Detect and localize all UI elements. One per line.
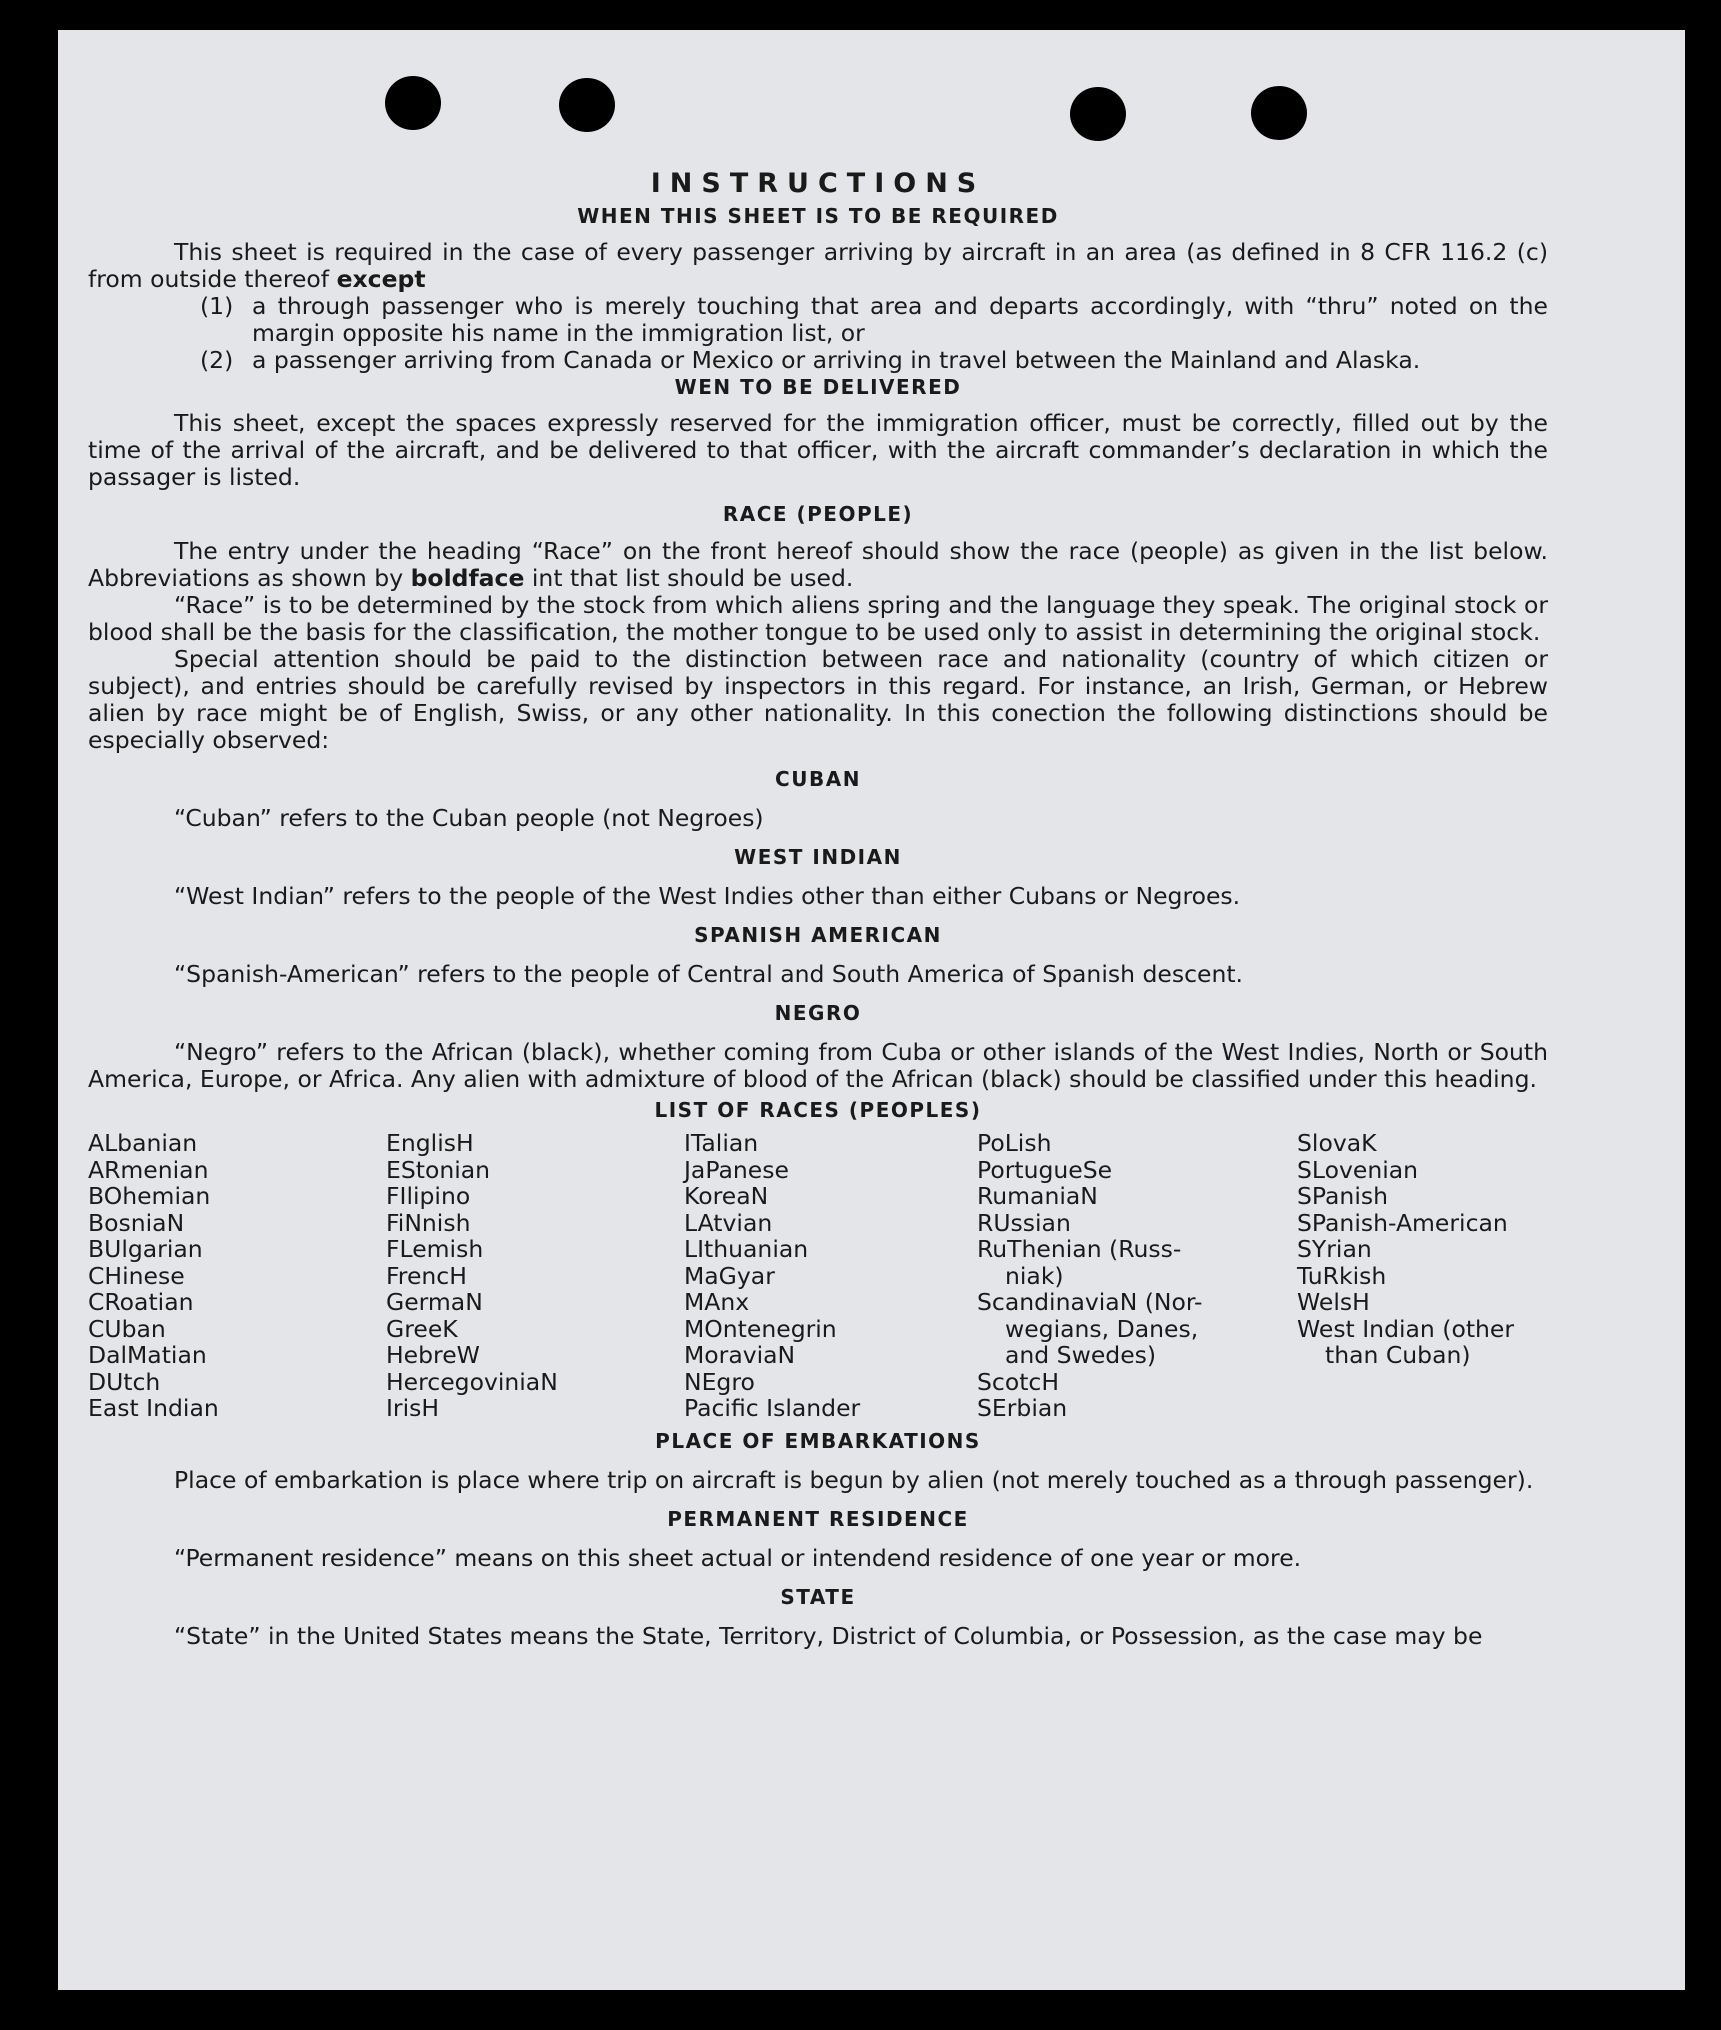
- race-entry: WelsH: [1297, 1288, 1370, 1316]
- race-p1-text-end: int that list should be used.: [531, 564, 854, 592]
- heading-embarkation: PLACE OF EMBARKATIONS: [655, 1428, 981, 1453]
- heading-race: RACE (PEOPLE): [722, 502, 914, 526]
- race-entry: SPanish-American: [1297, 1208, 1508, 1237]
- list-item-number: (1): [200, 292, 234, 320]
- race-entry: CHinese: [88, 1261, 185, 1290]
- heading-spanish-american: SPANISH AMERICAN: [694, 923, 942, 947]
- race-entry: Pacific Islander: [684, 1394, 861, 1422]
- race-entry: BOhemian: [88, 1182, 211, 1210]
- race-entry: MaGyar: [684, 1261, 775, 1290]
- races-table: [88, 1130, 1548, 1422]
- race-entry: HebreW: [386, 1341, 480, 1369]
- heading-state: STATE: [780, 1584, 856, 1609]
- race-entry: FiNnish: [386, 1208, 471, 1237]
- delivered-text: This sheet, except the spaces expressly reserved for the immigration officer, must be correctly, filled out by the time of the arrival of the aircraft, and be delivered to that officer, with the aircraft commander’s declaration in which the passager is listed.: [88, 409, 1548, 491]
- race-entry: and Swedes): [1005, 1341, 1157, 1369]
- race-entry: wegians, Danes,: [1005, 1314, 1199, 1343]
- punch-hole: [1070, 87, 1126, 141]
- race-entry: MAnx: [684, 1288, 750, 1316]
- exception-list: [200, 293, 1548, 374]
- race-entry: SErbian: [977, 1394, 1068, 1422]
- race-entry: EnglisH: [386, 1129, 474, 1157]
- race-entry: MOntenegrin: [684, 1314, 837, 1343]
- race-entry: EStonian: [386, 1155, 491, 1184]
- required-intro-bold: except: [336, 265, 426, 293]
- list-item: [200, 347, 1548, 374]
- race-entry: CUban: [88, 1314, 166, 1343]
- race-entry: West Indian (other: [1297, 1314, 1515, 1343]
- document-page: [58, 30, 1685, 1990]
- race-entry: SPanish: [1297, 1182, 1388, 1210]
- negro-text: “Negro” refers to the African (black), whether coming from Cuba or other islands of the West Indies, North or South America, Europe, or Africa. Any alien with admixture of blood of the African (black) should be classified under this heading.: [88, 1038, 1548, 1093]
- heading-delivered: WEN TO BE DELIVERED: [674, 375, 962, 399]
- race-entry: LIthuanian: [684, 1235, 809, 1263]
- race-entry: RumaniaN: [977, 1182, 1098, 1210]
- races-column: [684, 1130, 977, 1422]
- race-entry: RUssian: [977, 1208, 1071, 1237]
- race-entry: ALbanian: [88, 1129, 198, 1157]
- race-entry: DUtch: [88, 1367, 161, 1396]
- race-entry: than Cuban): [1325, 1341, 1471, 1369]
- race-entry: FLemish: [386, 1235, 484, 1263]
- race-entry: PoLish: [977, 1129, 1052, 1157]
- state-text: “State” in the United States means the State, Territory, District of Columbia, or Possession, as the case may be: [174, 1621, 1483, 1650]
- races-column: [88, 1130, 386, 1422]
- cuban-text: “Cuban” refers to the Cuban people (not Negroes): [174, 804, 764, 832]
- race-entry: GermaN: [386, 1288, 483, 1316]
- embarkation-text: Place of embarkation is place where trip on aircraft is begun by alien (not merely touched as a through passenger).: [174, 1465, 1534, 1494]
- page-title: INSTRUCTIONS: [650, 168, 986, 199]
- west-indian-text: “West Indian” refers to the people of the West Indies other than either Cubans or Negroes.: [174, 882, 1241, 910]
- list-item: [200, 293, 1548, 347]
- race-entry: niak): [1005, 1261, 1064, 1290]
- race-paragraph-2: “Race” is to be determined by the stock from which aliens spring and the language they speak. The original stock or blood shall be the basis for the classification, the mother tongue to be used only to assist in determining the original stock.: [88, 591, 1548, 646]
- race-entry: GreeK: [386, 1314, 458, 1343]
- required-intro: [88, 239, 1548, 293]
- race-entry: SYrian: [1297, 1235, 1372, 1263]
- race-entry: BUlgarian: [88, 1235, 203, 1263]
- heading-required: WHEN THIS SHEET IS TO BE REQUIRED: [577, 204, 1059, 228]
- race-paragraph-1: [88, 538, 1548, 592]
- race-entry: ScotcH: [977, 1367, 1060, 1396]
- race-entry: PortugueSe: [977, 1155, 1113, 1184]
- race-entry: ITalian: [684, 1129, 759, 1157]
- race-entry: JaPanese: [684, 1155, 789, 1184]
- race-entry: ScandinaviaN (Nor-: [977, 1288, 1203, 1316]
- race-entry: IrisH: [386, 1394, 440, 1422]
- punch-hole: [385, 76, 441, 130]
- race-entry: BosniaN: [88, 1208, 185, 1237]
- race-entry: DalMatian: [88, 1341, 207, 1369]
- list-item-number: (2): [200, 346, 234, 374]
- race-entry: ARmenian: [88, 1155, 209, 1184]
- races-column: [386, 1130, 684, 1422]
- heading-permanent-residence: PERMANENT RESIDENCE: [667, 1506, 969, 1531]
- race-entry: HercegoviniaN: [386, 1367, 558, 1396]
- heading-west-indian: WEST INDIAN: [734, 845, 902, 869]
- race-entry: MoraviaN: [684, 1341, 796, 1369]
- instructions-body: [88, 170, 1548, 1650]
- list-item-text: a through passenger who is merely touching that area and departs accordingly, with “thru” noted on the margin opposite his name in the immigration list, or: [252, 292, 1548, 347]
- residence-text: “Permanent residence” means on this sheet actual or intendend residence of one year or more.: [174, 1543, 1302, 1572]
- race-entry: RuThenian (Russ-: [977, 1235, 1182, 1263]
- race-entry: FrencH: [386, 1261, 467, 1290]
- required-intro-text: This sheet is required in the case of every passenger arriving by aircraft in an area (as defined in 8 CFR 116.2 (c) from outside thereof: [88, 238, 1548, 293]
- heading-negro: NEGRO: [774, 1001, 862, 1025]
- races-column: [977, 1130, 1297, 1422]
- races-column: [1297, 1130, 1548, 1422]
- race-entry: FIlipino: [386, 1182, 471, 1210]
- race-p1-bold: boldface: [410, 564, 525, 592]
- race-entry: SLovenian: [1297, 1155, 1419, 1184]
- punch-hole: [1251, 86, 1307, 140]
- list-item-text: a passenger arriving from Canada or Mexico or arriving in travel between the Mainland and Alaska.: [252, 346, 1421, 374]
- heading-cuban: CUBAN: [775, 767, 861, 791]
- race-p1-text: The entry under the heading “Race” on the front hereof should show the race (people) as given in the list below. Abbreviations as shown by: [88, 537, 1548, 592]
- race-paragraph-3: Special attention should be paid to the distinction between race and nationality (country of which citizen or subject), and entries should be carefully revised by inspectors in this regard. For instance, an Irish, German, or Hebrew alien by race might be of English, Swiss, or any other nationality. In this conection the following distinctions should be especially observed:: [88, 645, 1548, 754]
- heading-races-list: LIST OF RACES (PEOPLES): [654, 1098, 982, 1122]
- race-entry: LAtvian: [684, 1208, 773, 1237]
- punch-hole: [559, 78, 615, 132]
- race-entry: East Indian: [88, 1394, 219, 1422]
- race-entry: TuRkish: [1297, 1261, 1387, 1290]
- race-entry: CRoatian: [88, 1288, 194, 1316]
- spanish-american-text: “Spanish-American” refers to the people of Central and South America of Spanish descent.: [174, 960, 1244, 988]
- race-entry: NEgro: [684, 1367, 755, 1396]
- race-entry: KoreaN: [684, 1182, 769, 1210]
- race-entry: SlovaK: [1297, 1129, 1377, 1157]
